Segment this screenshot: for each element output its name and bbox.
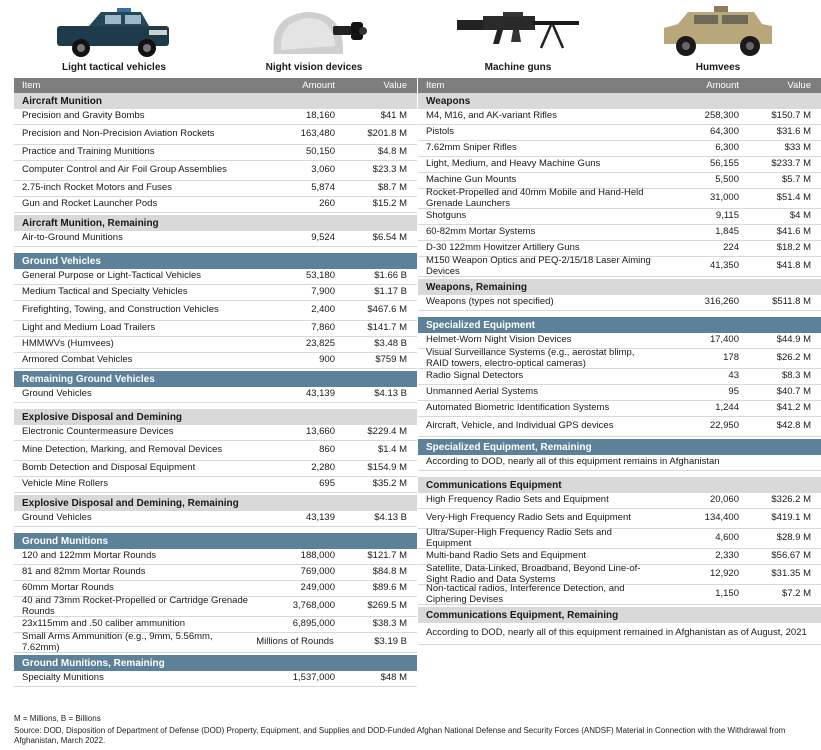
table-row xyxy=(14,353,417,369)
item-value: $41 M xyxy=(380,110,407,122)
item-amount: 18,160 xyxy=(305,110,335,122)
item-amount: 20,060 xyxy=(709,494,739,506)
table-row xyxy=(14,145,417,161)
item-name: Aircraft, Vehicle, and Individual GPS devices xyxy=(426,420,614,432)
item-name: 7.62mm Sniper Rifles xyxy=(426,142,517,154)
header-illustrations xyxy=(0,0,821,78)
item-value: $6.54 M xyxy=(372,232,407,244)
tactical-vehicle-icon xyxy=(49,6,179,58)
item-value: $141.7 M xyxy=(367,322,407,334)
table-row xyxy=(418,401,821,417)
item-value: $8.7 M xyxy=(377,182,407,194)
table-row xyxy=(14,565,417,581)
item-value: $8.3 M xyxy=(781,370,811,382)
section-title: Specialized Equipment, Remaining xyxy=(418,439,821,455)
table-row xyxy=(418,157,821,173)
table-row xyxy=(14,337,417,353)
item-value: $233.7 M xyxy=(771,158,811,170)
item-amount: 188,000 xyxy=(300,550,335,562)
right-section xyxy=(418,477,821,605)
column-amount: Amount xyxy=(302,80,335,91)
right-section xyxy=(418,279,821,311)
item-name: Bomb Detection and Disposal Equipment xyxy=(22,462,196,474)
table-row xyxy=(14,321,417,337)
left-section xyxy=(14,93,417,213)
table-row xyxy=(418,565,821,585)
item-name: Ultra/Super-High Frequency Radio Sets and Equipment xyxy=(426,527,612,549)
item-value: $51.4 M xyxy=(776,192,811,204)
table-row xyxy=(14,125,417,145)
item-name: Firefighting, Towing, and Construction Vehicles xyxy=(22,304,219,316)
item-name: 60-82mm Mortar Systems xyxy=(426,226,536,238)
item-name: Automated Biometric Identification Systems xyxy=(426,402,610,414)
item-value: $4.8 M xyxy=(377,146,407,158)
item-value: $41.2 M xyxy=(776,402,811,414)
right-section xyxy=(418,93,821,277)
item-name: Ground Vehicles xyxy=(22,512,92,524)
item-amount: 43,139 xyxy=(305,512,335,524)
item-name: Shotguns xyxy=(426,210,467,222)
item-value: $35.2 M xyxy=(372,478,407,490)
item-name: HMMWVs (Humvees) xyxy=(22,338,114,350)
item-value: $89.6 M xyxy=(372,582,407,594)
table-row xyxy=(14,461,417,477)
item-value: $31.35 M xyxy=(771,568,811,580)
item-amount: 1,845 xyxy=(715,226,739,238)
header-machine-gun xyxy=(418,0,618,78)
section-title: Ground Munitions xyxy=(14,533,417,549)
table-row xyxy=(418,417,821,437)
item-amount: Millions of Rounds xyxy=(256,636,334,648)
item-amount: 3,060 xyxy=(311,164,335,176)
item-value: $1.4 M xyxy=(377,444,407,456)
header-vehicle xyxy=(14,0,214,78)
table-row xyxy=(14,477,417,493)
section-title: Remaining Ground Vehicles xyxy=(14,371,417,387)
table-row xyxy=(14,387,417,403)
section-title: Aircraft Munition, Remaining xyxy=(14,215,417,231)
item-name: Specialty Munitions xyxy=(22,672,104,684)
item-value: $326.2 M xyxy=(771,494,811,506)
section-title: Explosive Disposal and Demining xyxy=(14,409,417,425)
left-section xyxy=(14,253,417,369)
item-value: $3.48 B xyxy=(374,338,407,350)
table-row xyxy=(418,369,821,385)
item-amount: 769,000 xyxy=(300,566,335,578)
item-amount: 163,480 xyxy=(300,128,335,140)
section-title: Explosive Disposal and Demining, Remaining xyxy=(14,495,417,511)
left-section xyxy=(14,371,417,403)
caption-light-tactical-vehicles: Light tactical vehicles xyxy=(62,62,166,73)
item-amount: 17,400 xyxy=(709,334,739,346)
table-row xyxy=(14,549,417,565)
left-section xyxy=(14,409,417,493)
item-name: Mine Detection, Marking, and Removal Devices xyxy=(22,444,223,456)
item-name: Satellite, Data-Linked, Broadband, Beyond Line-of-Sight Radio and Data Systems xyxy=(426,563,641,585)
section-title: Specialized Equipment xyxy=(418,317,821,333)
item-amount: 50,150 xyxy=(305,146,335,158)
item-name: Machine Gun Mounts xyxy=(426,174,517,186)
caption-machine-guns: Machine guns xyxy=(484,62,552,73)
right-section xyxy=(418,317,821,437)
item-value: $56.67 M xyxy=(771,550,811,562)
item-name: Weapons (types not specified) xyxy=(426,296,554,308)
item-name: Ground Vehicles xyxy=(22,388,92,400)
item-name: Computer Control and Air Foil Group Assemblies xyxy=(22,164,227,176)
item-amount: 22,950 xyxy=(709,420,739,432)
section-title: Communications Equipment, Remaining xyxy=(418,607,821,623)
item-name: M4, M16, and AK-variant Rifles xyxy=(426,110,557,122)
item-value: $42.8 M xyxy=(776,420,811,432)
item-amount: 260 xyxy=(319,198,335,210)
table-row xyxy=(14,109,417,125)
item-amount: 53,180 xyxy=(305,270,335,282)
caption-humvees: Humvees xyxy=(695,62,741,73)
item-amount: 23,825 xyxy=(305,338,335,350)
footer xyxy=(14,714,814,746)
table-row xyxy=(418,141,821,157)
item-value: $201.8 M xyxy=(367,128,407,140)
item-value: $121.7 M xyxy=(367,550,407,562)
item-value: $41.8 M xyxy=(776,260,811,272)
item-name: Non-tactical radios, Interference Detection, and Ciphering Devises xyxy=(426,583,625,605)
item-amount: 316,260 xyxy=(704,296,739,308)
item-name: Armored Combat Vehicles xyxy=(22,354,133,366)
item-value: $7.2 M xyxy=(781,588,811,600)
item-amount: 249,000 xyxy=(300,582,335,594)
item-amount: 31,000 xyxy=(709,192,739,204)
item-name: M150 Weapon Optics and PEQ-2/15/18 Laser Aiming Devices xyxy=(426,255,651,277)
table-row xyxy=(418,257,821,277)
header-night-vision xyxy=(214,0,414,78)
item-name: Visual Surveillance Systems (e.g., aerostat blimp, RAID towers, electro-optical cameras) xyxy=(426,347,635,369)
right-equipment-table xyxy=(418,78,821,645)
table-header xyxy=(418,78,821,93)
left-section xyxy=(14,533,417,653)
item-name: 40 and 73mm Rocket-Propelled or Cartridge Grenade Rounds xyxy=(22,595,249,617)
table-row xyxy=(418,209,821,225)
item-amount: 5,874 xyxy=(311,182,335,194)
item-amount: 4,600 xyxy=(715,532,739,544)
item-amount: 2,330 xyxy=(715,550,739,562)
column-item: Item xyxy=(426,80,445,91)
table-row xyxy=(418,585,821,605)
item-value: $44.9 M xyxy=(776,334,811,346)
item-name: 81 and 82mm Mortar Rounds xyxy=(22,566,146,578)
item-value: $229.4 M xyxy=(367,426,407,438)
machine-gun-icon xyxy=(453,6,583,56)
source-note: Source: DOD, Disposition of Department of Defense (DOD) Property, Equipment, and Supplies and DOD-Funded Afghan National Defense and Security Forces (ANDSF) Material in Connection with the Withdrawal from Afghanistan, March 2022. xyxy=(14,726,786,745)
item-amount: 64,300 xyxy=(709,126,739,138)
column-item: Item xyxy=(22,80,41,91)
item-value: $48 M xyxy=(380,672,407,684)
item-amount: 1,150 xyxy=(715,588,739,600)
item-amount: 56,155 xyxy=(709,158,739,170)
night-vision-helmet-icon xyxy=(259,6,369,58)
item-amount: 1,537,000 xyxy=(292,672,335,684)
right-section xyxy=(418,607,821,645)
item-amount: 13,660 xyxy=(305,426,335,438)
item-amount: 134,400 xyxy=(704,512,739,524)
item-name: Air-to-Ground Munitions xyxy=(22,232,123,244)
humvee-icon xyxy=(658,6,778,58)
item-name: Unmanned Aerial Systems xyxy=(426,386,538,398)
table-row xyxy=(14,269,417,285)
item-amount: 695 xyxy=(319,478,335,490)
item-name: Precision and Non-Precision Aviation Rockets xyxy=(22,128,215,140)
item-amount: 41,350 xyxy=(709,260,739,272)
left-section xyxy=(14,655,417,687)
item-value: $5.7 M xyxy=(781,174,811,186)
item-value: $1.66 B xyxy=(374,270,407,282)
item-name: 60mm Mortar Rounds xyxy=(22,582,114,594)
item-amount: 43 xyxy=(728,370,739,382)
table-row xyxy=(418,225,821,241)
item-value: $4.13 B xyxy=(374,388,407,400)
table-row xyxy=(14,511,417,527)
header-humvee xyxy=(618,0,818,78)
item-value: $154.9 M xyxy=(367,462,407,474)
left-section xyxy=(14,215,417,247)
item-value: $28.9 M xyxy=(776,532,811,544)
caption-night-vision-devices: Night vision devices xyxy=(265,62,363,73)
table-row xyxy=(14,633,417,653)
item-value: $511.8 M xyxy=(772,296,811,308)
table-row xyxy=(418,349,821,369)
item-value: $419.1 M xyxy=(771,512,811,524)
table-row xyxy=(14,181,417,197)
table-row xyxy=(14,161,417,181)
item-value: $41.6 M xyxy=(776,226,811,238)
item-name: Precision and Gravity Bombs xyxy=(22,110,145,122)
table-header xyxy=(14,78,417,93)
item-value: $23.3 M xyxy=(372,164,407,176)
section-title: Communications Equipment xyxy=(418,477,821,493)
column-amount: Amount xyxy=(706,80,739,91)
section-title: Weapons, Remaining xyxy=(418,279,821,295)
column-value: Value xyxy=(383,80,407,91)
item-value: $1.17 B xyxy=(374,286,407,298)
item-value: $759 M xyxy=(375,354,407,366)
column-value: Value xyxy=(787,80,811,91)
item-amount: 7,860 xyxy=(311,322,335,334)
item-amount: 2,400 xyxy=(311,304,335,316)
item-value: $150.7 M xyxy=(771,110,811,122)
item-amount: 1,244 xyxy=(715,402,739,414)
right-table-body xyxy=(418,93,821,645)
item-value: $4.13 B xyxy=(374,512,407,524)
section-note: According to DOD, nearly all of this equipment remains in Afghanistan xyxy=(418,455,821,471)
item-value: $40.7 M xyxy=(776,386,811,398)
item-amount: 900 xyxy=(319,354,335,366)
item-value: $467.6 M xyxy=(367,304,407,316)
item-amount: 3,768,000 xyxy=(292,600,335,612)
item-name: Pistols xyxy=(426,126,454,138)
item-amount: 5,500 xyxy=(715,174,739,186)
item-amount: 224 xyxy=(723,242,739,254)
item-name: General Purpose or Light-Tactical Vehicles xyxy=(22,270,202,282)
section-title: Weapons xyxy=(418,93,821,109)
item-name: Light and Medium Load Trailers xyxy=(22,322,156,334)
item-amount: 6,895,000 xyxy=(292,618,335,630)
section-title: Ground Munitions, Remaining xyxy=(14,655,417,671)
item-value: $18.2 M xyxy=(776,242,811,254)
item-value: $3.19 B xyxy=(374,636,407,648)
table-row xyxy=(14,671,417,687)
item-value: $4 M xyxy=(789,210,811,222)
item-name: Gun and Rocket Launcher Pods xyxy=(22,198,158,210)
table-row xyxy=(14,231,417,247)
item-amount: 12,920 xyxy=(709,568,739,580)
table-row xyxy=(14,197,417,213)
item-amount: 6,300 xyxy=(715,142,739,154)
item-name: Practice and Training Munitions xyxy=(22,146,155,158)
item-name: Helmet-Worn Night Vision Devices xyxy=(426,334,572,346)
item-name: Light, Medium, and Heavy Machine Guns xyxy=(426,158,601,170)
table-row xyxy=(418,125,821,141)
item-name: High Frequency Radio Sets and Equipment xyxy=(426,494,609,506)
table-row xyxy=(14,425,417,441)
right-section xyxy=(418,439,821,471)
item-amount: 9,524 xyxy=(311,232,335,244)
table-row xyxy=(14,441,417,461)
item-name: Small Arms Ammunition (e.g., 9mm, 5.56mm, 7.62mm) xyxy=(22,631,213,653)
left-section xyxy=(14,495,417,527)
item-name: D-30 122mm Howitzer Artillery Guns xyxy=(426,242,580,254)
table-row xyxy=(418,385,821,401)
item-value: $38.3 M xyxy=(372,618,407,630)
table-row xyxy=(418,509,821,529)
item-value: $269.5 M xyxy=(367,600,407,612)
item-name: 23x115mm and .50 caliber ammunition xyxy=(22,618,185,630)
item-amount: 860 xyxy=(319,444,335,456)
item-amount: 258,300 xyxy=(704,110,739,122)
table-row xyxy=(14,301,417,321)
table-row xyxy=(418,189,821,209)
item-value: $33 M xyxy=(784,142,811,154)
item-name: Medium Tactical and Specialty Vehicles xyxy=(22,286,188,298)
item-value: $84.8 M xyxy=(372,566,407,578)
item-amount: 178 xyxy=(723,352,739,364)
item-amount: 43,139 xyxy=(305,388,335,400)
item-amount: 2,280 xyxy=(311,462,335,474)
item-value: $15.2 M xyxy=(372,198,407,210)
item-name: 2.75-inch Rocket Motors and Fuses xyxy=(22,182,172,194)
item-amount: 7,900 xyxy=(311,286,335,298)
units-legend: M = Millions, B = Billions xyxy=(14,714,101,723)
item-name: Vehicle Mine Rollers xyxy=(22,478,109,490)
table-row xyxy=(418,529,821,549)
left-table-body xyxy=(14,93,417,687)
section-note: According to DOD, nearly all of this equipment remained in Afghanistan as of August, 2021 xyxy=(418,623,821,645)
item-name: Radio Signal Detectors xyxy=(426,370,524,382)
left-equipment-table xyxy=(14,78,417,687)
item-name: Electronic Countermeasure Devices xyxy=(22,426,174,438)
item-value: $31.6 M xyxy=(776,126,811,138)
item-name: 120 and 122mm Mortar Rounds xyxy=(22,550,157,562)
item-name: Very-High Frequency Radio Sets and Equipment xyxy=(426,512,631,524)
table-row xyxy=(14,285,417,301)
table-row xyxy=(14,597,417,617)
table-row xyxy=(418,109,821,125)
item-name: Multi-band Radio Sets and Equipment xyxy=(426,550,587,562)
section-title: Ground Vehicles xyxy=(14,253,417,269)
section-title: Aircraft Munition xyxy=(14,93,417,109)
item-name: Rocket-Propelled and 40mm Mobile and Hand-Held Grenade Launchers xyxy=(426,187,644,209)
item-amount: 95 xyxy=(728,386,739,398)
item-amount: 9,115 xyxy=(715,210,739,222)
table-row xyxy=(418,295,821,311)
item-value: $26.2 M xyxy=(776,352,811,364)
table-row xyxy=(418,493,821,509)
